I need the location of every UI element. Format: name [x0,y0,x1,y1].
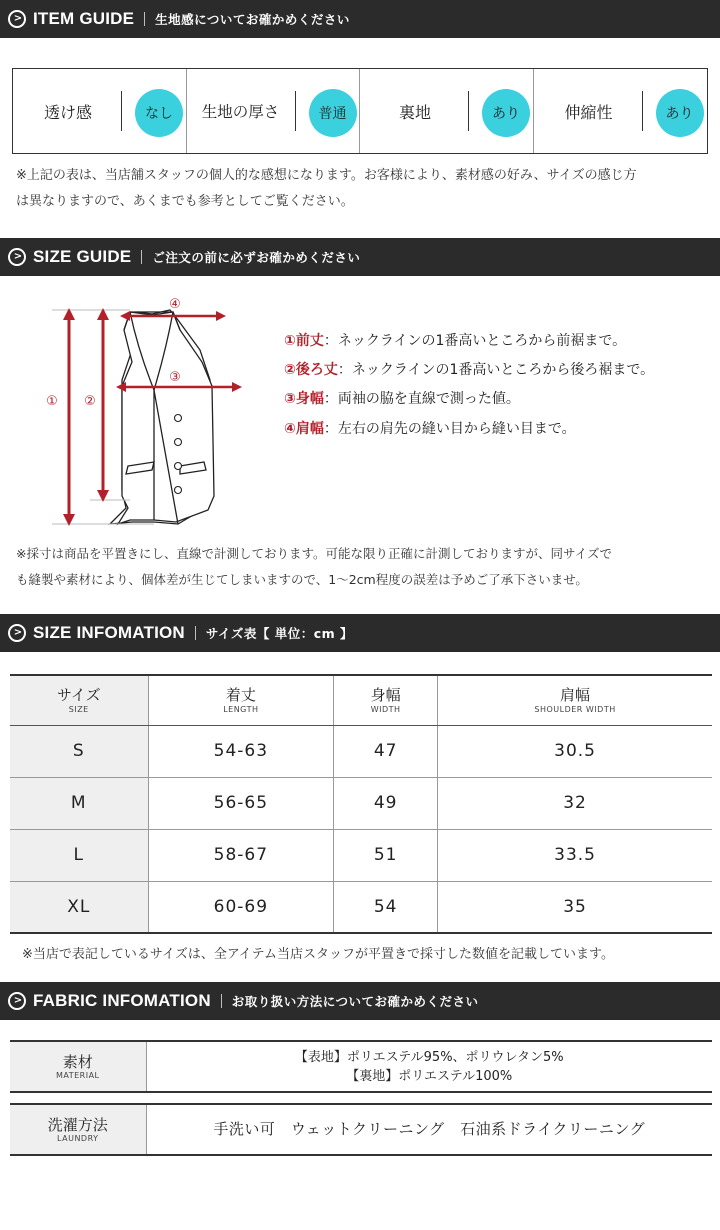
desc-term: 後ろ丈 [295,362,338,378]
header-size: サイズ SIZE [10,675,148,725]
divider [195,626,196,640]
vest-illustration [110,310,214,524]
desc-text: ：ネックラインの1番高いところから後ろ裾まで。 [337,362,655,378]
section-title: ITEM GUIDE [33,9,135,28]
section-subtitle: 生地感についてお確かめください [155,12,350,27]
header-width: 身幅 WIDTH [334,675,438,725]
size-info-note: ※当店で表記しているサイズは、全アイテム当店スタッフが平置きで採寸した数値を記載しています。 [22,947,614,962]
size-table [10,674,712,934]
table-row [10,829,712,881]
fabric-info-header [0,982,720,1020]
cell-shoulder: 33.5 [438,829,712,881]
cell-width: 47 [334,725,438,777]
guide-item-thickness [187,69,361,153]
note-line: ※採寸は商品を平置きにし、直線で計測しております。可能な限り正確に計測しておりますが、同サイズで [16,546,612,561]
cell-size: M [10,777,148,829]
guide-item-label: 生地の厚さ [201,103,280,121]
size-guide-desc-1 [284,330,626,350]
vest-diagram [30,290,260,535]
desc-term: 肩幅 [295,421,324,437]
divider [121,91,122,131]
size-guide-note [16,541,712,593]
material-line: 【裏地】ポリエステル100% [346,1068,513,1084]
divider [141,250,142,264]
cell-length: 56-65 [148,777,334,829]
chevron-right-icon: > [8,992,26,1010]
guide-item-value-badge: なし [135,89,183,137]
guide-item-stretch [534,69,708,153]
cell-size: L [10,829,148,881]
laundry-label: 洗濯方法 LAUNDRY [10,1104,146,1155]
desc-text: ：ネックラインの1番高いところから前裾まで。 [323,333,627,349]
size-guide-desc-2 [284,359,654,379]
cell-width: 49 [334,777,438,829]
chevron-right-icon: > [8,624,26,642]
cell-length: 54-63 [148,725,334,777]
cell-size: XL [10,881,148,933]
laundry-value: 手洗い可 ウェットクリーニング 石油系ドライクリーニング [213,1120,646,1138]
material-value [146,1041,712,1092]
cell-width: 51 [334,829,438,881]
item-guide-note [16,163,712,215]
laundry-table [10,1103,712,1156]
desc-term: 身幅 [295,391,324,407]
desc-term: 前丈 [295,333,324,349]
table-row [10,881,712,933]
section-subtitle: ご注文の前に必ずお確かめください [152,250,361,265]
material-row [10,1041,712,1092]
chevron-right-icon: > [8,248,26,266]
note-line: は異なりますので、あくまでも参考としてご覧ください。 [16,194,354,209]
divider [642,91,643,131]
table-row [10,777,712,829]
chevron-right-icon: > [8,10,26,28]
laundry-row [10,1104,712,1155]
guide-item-lining [360,69,534,153]
marker-3: ③ [169,370,181,385]
cell-width: 54 [334,881,438,933]
marker-2: ② [84,394,96,409]
material-table [10,1040,712,1093]
section-subtitle: お取り扱い方法についてお確かめください [231,994,479,1009]
desc-number: ④ [284,421,296,437]
cell-length: 58-67 [148,829,334,881]
material-label: 素材 MATERIAL [10,1041,146,1092]
desc-number: ② [284,362,296,378]
guide-item-transparency [13,69,187,153]
divider [468,91,469,131]
guide-item-label: 伸縮性 [564,102,613,122]
section-title: SIZE GUIDE [33,247,132,266]
size-info-header [0,614,720,652]
cell-size: S [10,725,148,777]
guide-item-value-badge: あり [482,89,530,137]
desc-number: ① [284,333,296,349]
section-subtitle: サイズ表【 単位：cm 】 [205,626,354,641]
desc-text: ：両袖の脇を直線で測った値。 [323,391,520,407]
size-guide-desc-3 [284,388,520,408]
desc-number: ③ [284,391,296,407]
note-line: ※上記の表は、当店舗スタッフの個人的な感想になります。お客様により、素材感の好み、サイズの感じ方 [16,168,637,183]
cell-shoulder: 32 [438,777,712,829]
marker-1: ① [46,394,58,409]
divider [295,91,296,131]
table-row [10,725,712,777]
guide-item-label: 透け感 [43,102,92,122]
marker-4: ④ [169,297,181,312]
section-title: FABRIC INFOMATION [33,991,211,1010]
cell-length: 60-69 [148,881,334,933]
section-title: SIZE INFOMATION [33,623,185,642]
item-guide-header [0,0,720,38]
guide-item-value-badge: あり [656,89,704,137]
size-guide-desc-4 [284,418,576,438]
divider [144,12,145,26]
cell-shoulder: 30.5 [438,725,712,777]
header-length: 着丈 LENGTH [148,675,334,725]
guide-item-value-badge: 普通 [309,89,357,137]
guide-item-label: 裏地 [398,102,431,122]
header-shoulder-width: 肩幅 SHOULDER WIDTH [438,675,712,725]
note-line: も縫製や素材により、個体差が生じてしまいますので、1〜2cm程度の誤差は予めご了承下さいませ。 [16,572,588,587]
material-line: 【表地】ポリエステル95%、ポリウレタン5% [294,1049,564,1065]
item-guide-box [12,68,708,154]
divider [221,994,222,1008]
size-guide-header [0,238,720,276]
table-header-row [10,675,712,725]
desc-text: ：左右の肩先の縫い目から縫い目まで。 [323,421,576,437]
cell-shoulder: 35 [438,881,712,933]
